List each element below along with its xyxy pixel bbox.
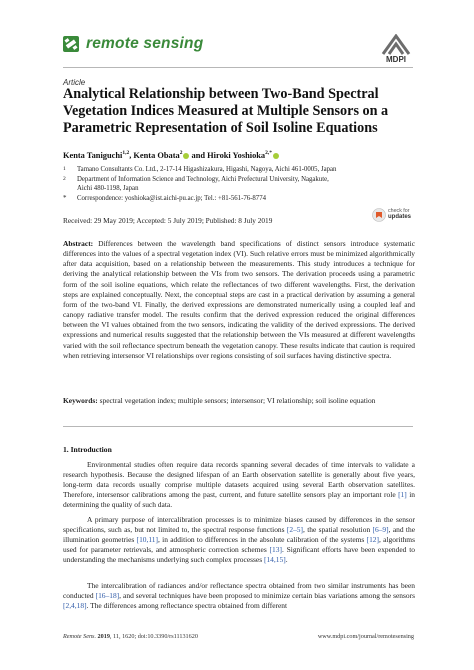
citation-link[interactable]: [2,4,18] bbox=[63, 601, 87, 611]
paragraph-text: . The differences among reflectance spectra obtained from different bbox=[86, 601, 288, 611]
check-updates-label: updates bbox=[388, 214, 412, 220]
affiliation-mark: 2 bbox=[63, 176, 66, 182]
author-affiliation-mark: 2 bbox=[179, 150, 183, 156]
check-updates-label: check for bbox=[388, 208, 410, 214]
keywords-text: spectral vegetation index; multiple sensors; intersensor; VI relationship; soil isoline equation bbox=[99, 396, 376, 405]
journal-name: remote sensing bbox=[86, 35, 204, 52]
mdpi-logo-icon bbox=[380, 34, 412, 56]
publication-dates: Received: 29 May 2019; Accepted: 5 July 2019; Published: 8 July 2019 bbox=[63, 216, 273, 225]
publisher-name: MDPI bbox=[386, 55, 406, 64]
citation-link[interactable]: [12] bbox=[366, 535, 380, 545]
affiliation-mark: * bbox=[63, 194, 67, 202]
abstract-text: Differences between the wavelength band specifications of distinct sensors introduce systematic differences into the values of a spectral vegetation index (VI). Such relative errors must be minimized algorithmically after data acquisition, based on a relationship between the measurements. This study introduces a technique for deriving the analytical relationship between the VIs from two sensors. The derivation proceeds using a parametric form of the soil isoline equations, which relate the reflectances of two different wavelengths. First, the derivation steps are explained conceptually. Next, the conceptual steps are cast in a practical derivation by assuming a general form of the two-band VI. Finally, the derived expressions are demonstrated numerically using a coupled leaf and canopy radiative transfer model. The results confirm that the derived expression reduced the original differences between the VI values obtained from the two sensors, indicating the validity of the derived expressions. The derived expressions and numerical results suggested that the relationship between the VIs measured at different wavelengths varied with the soil reflectance spectrum beneath the vegetation canopy. These results indicate that caution is required when retrieving intersensor VI relationships over regions consisting of soil surfaces having distinctive spectra. bbox=[63, 239, 415, 360]
orcid-icon[interactable] bbox=[273, 153, 279, 159]
affiliation-text: Department of Information Science and Technology, Aichi Prefectural University, Nagakute, bbox=[77, 176, 329, 183]
author-name: Hiroki Yoshioka bbox=[207, 150, 266, 160]
author-name: Kenta Taniguchi bbox=[63, 150, 123, 160]
author-affiliation-mark: 2,* bbox=[265, 150, 272, 156]
paragraph-text: The intercalibration of radiances and/or reflectance spectra obtained from two similar instruments has been conducted bbox=[63, 581, 415, 601]
author-separator: and bbox=[189, 150, 208, 160]
abstract bbox=[63, 239, 415, 361]
check-updates-icon bbox=[372, 208, 386, 222]
keywords bbox=[63, 396, 415, 406]
citation-link[interactable]: [1] bbox=[398, 490, 407, 500]
footer-citation bbox=[63, 633, 198, 640]
check-for-updates-button[interactable] bbox=[372, 207, 412, 231]
intro-paragraph bbox=[63, 460, 415, 510]
abstract-label: Abstract: bbox=[63, 239, 94, 248]
header-divider bbox=[63, 67, 413, 68]
remote-sensing-logo-icon bbox=[63, 36, 79, 52]
intro-paragraph bbox=[63, 581, 415, 611]
paragraph-text: . Significant efforts have been expended to understanding the mechanisms underlying such complex processes bbox=[63, 545, 415, 565]
author-list bbox=[63, 150, 279, 160]
affiliation-text: Aichi 480-1198, Japan bbox=[77, 185, 139, 192]
affiliation-mark: 1 bbox=[63, 166, 66, 172]
author-name: Kenta Obata bbox=[133, 150, 180, 160]
author-affiliation-mark: 1,2 bbox=[122, 150, 130, 156]
author-separator: , bbox=[129, 150, 134, 160]
paragraph-text: A primary purpose of intercalibration processes is to minimize biases caused by differences in the sensor specifications, such as, but not limited to, the spectral response functions bbox=[63, 515, 415, 535]
citation-link[interactable]: [16–18] bbox=[95, 591, 120, 601]
citation-link[interactable]: [6–9] bbox=[372, 525, 389, 535]
article-title: Analytical Relationship between Two-Band Spectral Vegetation Indices Measured at Multiple Sensors on a Parametric Representation of Soil Isoline Equations bbox=[63, 86, 389, 136]
citation-link[interactable]: [10,11] bbox=[136, 535, 159, 545]
paragraph-text: , the spatial resolution bbox=[303, 525, 373, 535]
paragraph-text: , and the illumination geometries bbox=[63, 525, 416, 545]
footer-url[interactable]: www.mdpi.com/journal/remotesensing bbox=[317, 633, 414, 640]
citation-link[interactable]: [13] bbox=[269, 545, 282, 555]
citation-link[interactable]: [2–5] bbox=[286, 525, 304, 535]
paragraph-text: , and several techniques have been proposed to minimize certain bias variations among the sensors bbox=[119, 591, 415, 601]
paragraph-text: . bbox=[285, 555, 288, 565]
keywords-label: Keywords: bbox=[63, 396, 98, 405]
paragraph-text: , algorithms used for parameter retrievals, and atmospheric correction schemes bbox=[63, 535, 415, 555]
article-type: Article bbox=[63, 78, 86, 87]
footer-doi[interactable]: , 11, 1620; doi:10.3390/rs11131620 bbox=[109, 633, 198, 640]
section-divider bbox=[63, 426, 413, 427]
correspondence-text[interactable]: Correspondence: yoshioka@ist.aichi-pu.ac.jp; Tel.: +81-561-76-8774 bbox=[77, 195, 267, 202]
intro-paragraph bbox=[63, 515, 415, 565]
affiliation-text: Tamano Consultants Co. Ltd., 2-17-14 Higashizakura, Higashi, Nagoya, Aichi 461-0005, Japan bbox=[77, 166, 337, 173]
citation-link[interactable]: [14,15] bbox=[263, 555, 286, 565]
section-heading: 1. Introduction bbox=[63, 445, 112, 454]
paragraph-text: , in addition to differences in the absolute calibration of the systems bbox=[158, 535, 367, 545]
footer-journal: Remote Sens. bbox=[63, 633, 96, 640]
paragraph-text: Environmental studies often require data records spanning several decades of time intervals to validate a research hypothesis. Because the designed lifespan of an Earth observation satellite is generally about five years, long-term data records usually comprise multiple datasets acquired using several Earth observation satellites. Therefore, intersensor calibrations among the past, current, and future satellite sensors play an important role bbox=[63, 460, 415, 500]
footer-year: 2019 bbox=[97, 633, 110, 640]
paragraph-text: in determining the quality of such data. bbox=[63, 490, 415, 510]
